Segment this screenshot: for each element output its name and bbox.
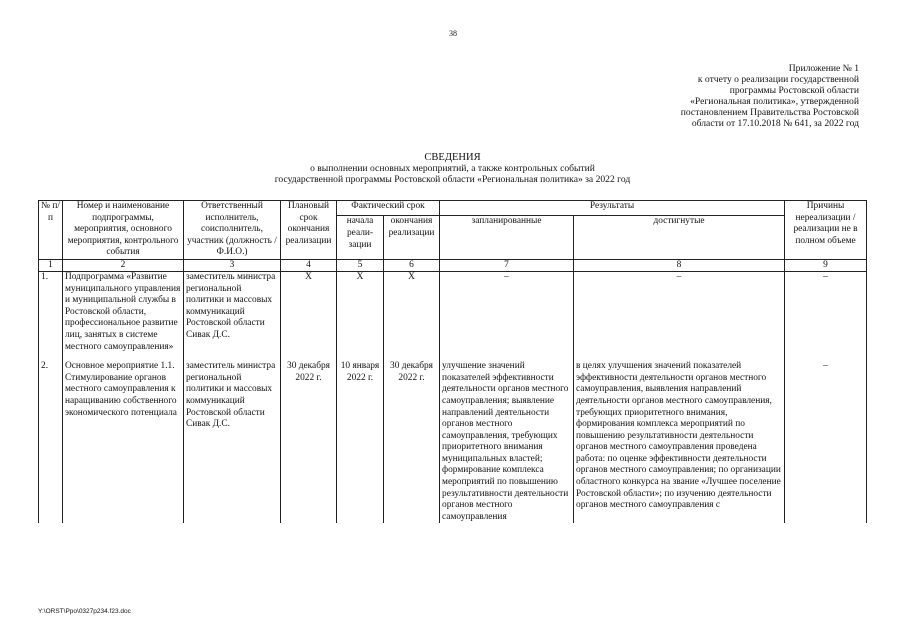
header-actual: Фактический срок: [337, 201, 440, 216]
file-path-footer: Y:\ORST\Ppo\0327p234.f23.doc: [38, 608, 131, 615]
appendix-line: области от 17.10.2018 № 641, за 2022 год: [691, 118, 859, 129]
header-num: № п/п: [39, 201, 63, 260]
column-index: 4: [281, 259, 337, 271]
header-actual-start: начала реали-зации: [337, 216, 384, 260]
cell-actual-end: Х: [384, 271, 440, 353]
cell-results-planned: улучшение значений показателей эффективности деятельности органов местного самоуправления; выявление направлений деятельности органов местного самоуправления, требующих приоритетного внимания муниципальных властей; формирование комплекса мероприятий по повышению результативности деятельности органов местного самоуправления: [440, 353, 574, 523]
cell-results-achieved: –: [574, 271, 785, 353]
table-row: [39, 353, 867, 523]
cell-reasons: –: [785, 271, 867, 353]
column-index: 7: [440, 259, 574, 271]
column-index: 8: [574, 259, 785, 271]
table-row: [39, 271, 867, 353]
cell-actual-end: 30 декабря 2022 г.: [384, 353, 440, 523]
cell-responsible: заместитель министра региональной политики и массовых коммуникаций Ростовской области Сивак Д.С.: [184, 353, 281, 523]
header-name: Номер и наименование подпрограммы, мероприятия, основного мероприятия, контрольного события: [63, 201, 184, 260]
page-number: 38: [449, 29, 457, 38]
appendix-line: «Региональная политика», утвержденной: [690, 96, 859, 107]
title-main: СВЕДЕНИЯ: [424, 152, 481, 163]
header-results-planned: запланированные: [440, 216, 574, 260]
appendix-heading: [629, 63, 859, 129]
column-index-row: [39, 259, 867, 271]
column-index: 6: [384, 259, 440, 271]
cell-planned: Х: [281, 271, 337, 353]
title-line: о выполнении основных мероприятий, а также контрольных событий: [310, 163, 595, 174]
appendix-line: программы Ростовской области: [729, 85, 859, 96]
column-index: 2: [63, 259, 184, 271]
cell-num: 1.: [39, 271, 63, 353]
cell-name: Основное мероприятие 1.1. Стимулирование органов местного самоуправления к наращиванию собственного экономического потенциала: [63, 353, 184, 523]
header-reasons: Причины нереализации / реализации не в полном объеме: [785, 201, 867, 260]
header-responsible: Ответственный исполнитель, соисполнитель, участник (должность / Ф.И.О.): [184, 201, 281, 260]
document-title: [0, 152, 905, 185]
appendix-line: к отчету о реализации государственной: [697, 74, 859, 85]
cell-results-achieved: в целях улучшения значений показателей эффективности деятельности органов местного самоуправления, выявления направлений деятельности органов местного самоуправления, требующих приоритетного внимания, формирования комплекса мероприятий по повышению результативности деятельности органов местного самоуправления проведена работа: по оценке эффективности деятельности органов местного самоуправления; по организации областного конкурса на звание «Лучшее поселение Ростовской области»; по изучению деятельности органов местного самоуправления с: [574, 353, 785, 523]
column-index: 1: [39, 259, 63, 271]
appendix-line: постановлением Правительства Ростовской: [680, 107, 859, 118]
header-results-achieved: достигнутые: [574, 216, 785, 260]
cell-planned: 30 декабря 2022 г.: [281, 353, 337, 523]
column-index: 3: [184, 259, 281, 271]
cell-actual-start: Х: [337, 271, 384, 353]
header-actual-end: окончания реализации: [384, 216, 440, 260]
cell-actual-start: 10 января 2022 г.: [337, 353, 384, 523]
cell-responsible: заместитель министра региональной политики и массовых коммуникаций Ростовской области Сивак Д.С.: [184, 271, 281, 353]
header-results: Результаты: [440, 201, 785, 216]
cell-reasons: –: [785, 353, 867, 523]
column-index: 9: [785, 259, 867, 271]
cell-name: Подпрограмма «Развитие муниципального управления и муниципальной службы в Ростовской области, профессиональное развитие лиц, занятых в системе местного самоуправления»: [63, 271, 184, 353]
report-table: [38, 200, 867, 523]
cell-num: 2.: [39, 353, 63, 523]
column-index: 5: [337, 259, 384, 271]
title-line: государственной программы Ростовской области «Региональная политика» за 2022 год: [274, 174, 631, 185]
cell-results-planned: –: [440, 271, 574, 353]
appendix-line: Приложение № 1: [788, 63, 859, 74]
header-planned: Плановый срок окончания реализации: [281, 201, 337, 260]
